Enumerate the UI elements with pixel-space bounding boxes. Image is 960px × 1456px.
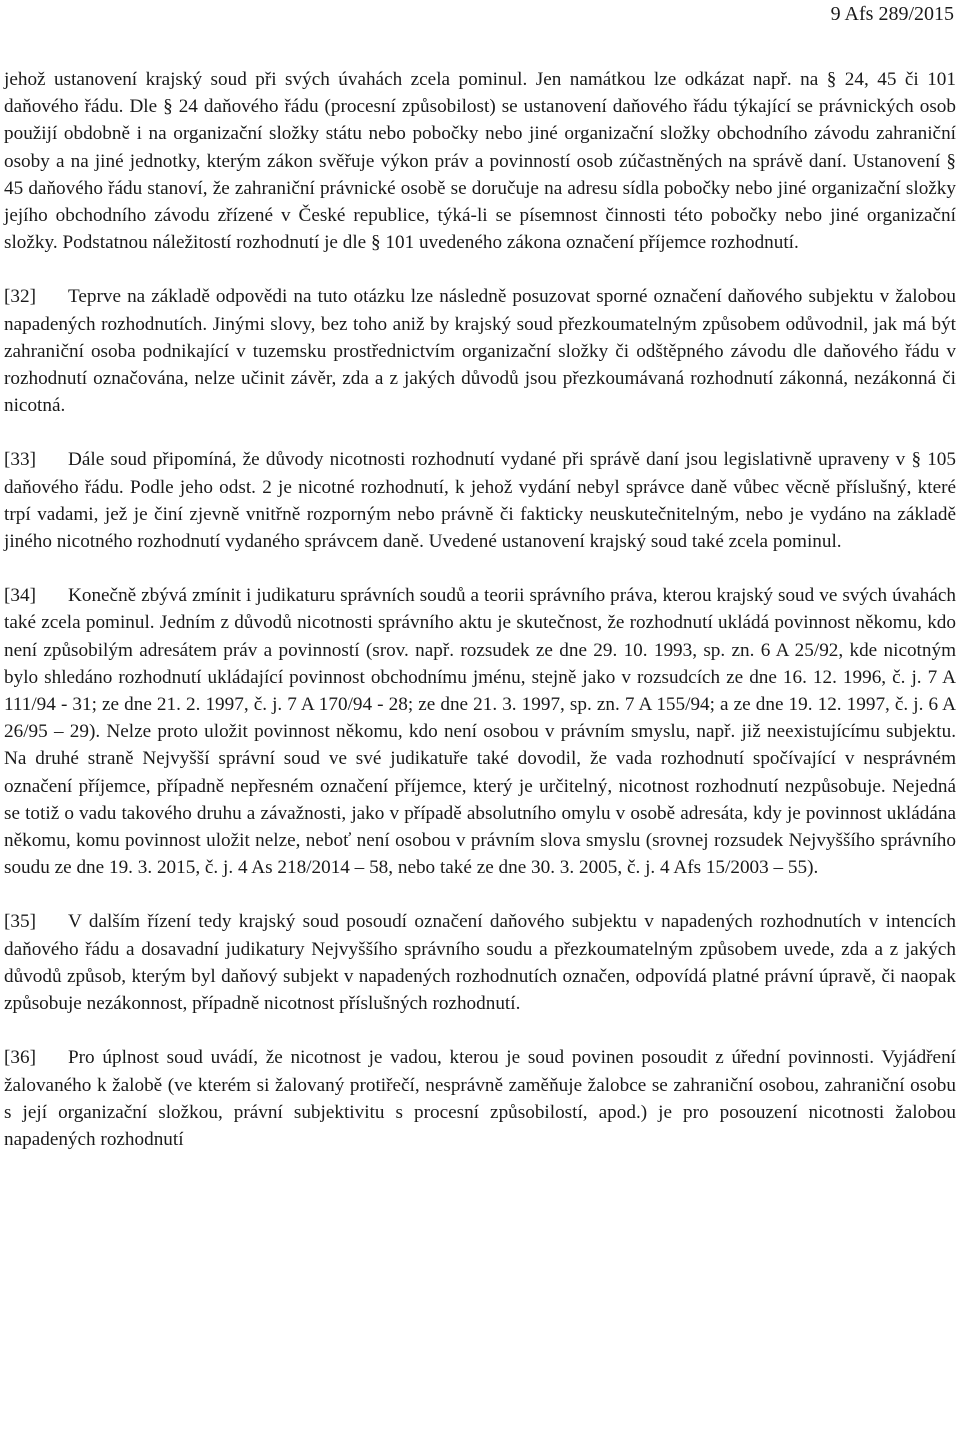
paragraph-text: Teprve na základě odpovědi na tuto otázku lze následně posuzovat sporné označení daňového subjektu v žalobou napadených rozhodnutích. Jinými slovy, bez toho aniž by krajský soud přezkoumatelným způsobem odůvodnil, jak má být zahraniční osoba podnikající v tuzemsku prostřednictvím organizační složky či odštěpného závodu dle daňového řádu v rozhodnutí označována, nelze učinit závěr, zda a z jakých důvodů jsou přezkoumávaná rozhodnutí zákonná, nezákonná či nicotná.: [4, 286, 956, 417]
paragraph-34: [4, 582, 956, 881]
paragraph-number: [34]: [4, 585, 36, 607]
paragraph-text: Dále soud připomíná, že důvody nicotnosti rozhodnutí vydané při správě daní jsou legislativně upraveny v § 105 daňového řádu. Podle jeho odst. 2 je nicotné rozhodnutí, k jehož vydání nebyl správce daně vůbec věcně příslušný, které trpí vadami, jež je činí zjevně vnitřně rozporným nebo právně či fakticky neuskutečnitelným, nebo je vydáno na základě jiného nicotného rozhodnutí vydaného správcem daně. Uvedené ustanovení krajský soud také zcela pominul.: [4, 449, 956, 553]
paragraph-text: Pro úplnost soud uvádí, že nicotnost je vadou, kterou je soud povinen posoudit z úřední povinnosti. Vyjádření žalovaného k žalobě (ve kterém si žalovaný protiřečí, nesprávně zaměňuje žalobce se zahraniční osobou, zahraniční osobu s její organizační složkou, právní subjektivitu s procesní způsobilostí, apod.) je pro posouzení nicotnosti žalobou napadených rozhodnutí: [4, 1047, 956, 1150]
paragraph-continuation: [4, 66, 956, 256]
document-body: [4, 66, 956, 1180]
paragraph-number: [36]: [4, 1047, 36, 1069]
paragraph-number: [33]: [4, 449, 36, 471]
case-number-header: 9 Afs 289/2015: [830, 3, 954, 25]
paragraph-32: [4, 283, 956, 419]
paragraph-number: [32]: [4, 286, 36, 308]
paragraph-33: [4, 446, 956, 555]
paragraph-35: [4, 908, 956, 1017]
paragraph-number: [35]: [4, 911, 36, 933]
paragraph-text: Konečně zbývá zmínit i judikaturu správních soudů a teorii správního práva, kterou krajský soud ve svých úvahách také zcela pominul. Jedním z důvodů nicotnosti správního aktu je skutečnost, že rozhodnutí ukládá povinnost někomu, kdo není způsobilým adresátem práv a povinností (srov. např. rozsudek ze dne 29. 10. 1993, sp. zn. 6 A 25/92, kde nicotným bylo shledáno rozhodnutí ukládající povinnost obchodnímu jménu, stejně jako v rozsudcích ze dne 16. 12. 1996, č. j. 7 A 111/94 - 31; ze dne 21. 2. 1997, č. j. 7 A 170/94 - 28; ze dne 21. 3. 1997, sp. zn. 7 A 155/94; a ze dne 19. 12. 1997, č. j. 6 A 26/95 – 29). Nelze proto uložit povinnost někomu, kdo není osobou v právním smyslu, např. již neexistujícímu subjektu. Na druhé straně Nejvyšší správní soud ve své judikatuře také dovodil, že vada rozhodnutí spočívající v nesprávném označení příjemce, případně nepřesném označení příjemce, který je určitelný, nicotnost rozhodnutí nezpůsobuje. Nejedná se totiž o vadu takového druhu a závažnosti, jako v případě absolutního omylu v osobě adresáta, kdy je povinnost ukládána někomu, komu povinnost uložit nelze, neboť není osobou v právním slova smyslu (srovnej rozsudek Nejvyššího správního soudu ze dne 19. 3. 2015, č. j. 4 As 218/2014 – 58, nebo také ze dne 30. 3. 2005, č. j. 4 Afs 15/2003 – 55).: [4, 585, 956, 879]
paragraph-36: [4, 1044, 956, 1153]
paragraph-text: V dalším řízení tedy krajský soud posoudí označení daňového subjektu v napadených rozhodnutích v intencích daňového řádu a dosavadní judikatury Nejvyššího správního soudu a přezkoumatelným způsobem uvede, zda a z jakých důvodů způsob, kterým byl daňový subjekt v napadených rozhodnutích označen, odpovídá platné právní úpravě, či naopak způsobuje nezákonnost, případně nicotnost příslušných rozhodnutí.: [4, 911, 956, 1015]
paragraph-text: jehož ustanovení krajský soud při svých úvahách zcela pominul. Jen namátkou lze odkázat např. na § 24, 45 či 101 daňového řádu. Dle § 24 daňového řádu (procesní způsobilost) se ustanovení daňového řádu týkající se právnických osob použijí obdobně i na organizační složky státu nebo pobočky nebo jiné organizační složky obchodního závodu zahraniční osoby a na jiné jednotky, kterým zákon svěřuje výkon práv a povinností osob zúčastněných na správě daní. Ustanovení § 45 daňového řádu stanoví, že zahraniční právnické osobě se doručuje na adresu sídla pobočky nebo jiné organizační složky jejího obchodního závodu zřízené v České republice, týká-li se písemnost činnosti této pobočky nebo jiné organizační složky. Podstatnou náležitostí rozhodnutí je dle § 101 uvedeného zákona označení příjemce rozhodnutí.: [4, 69, 956, 254]
